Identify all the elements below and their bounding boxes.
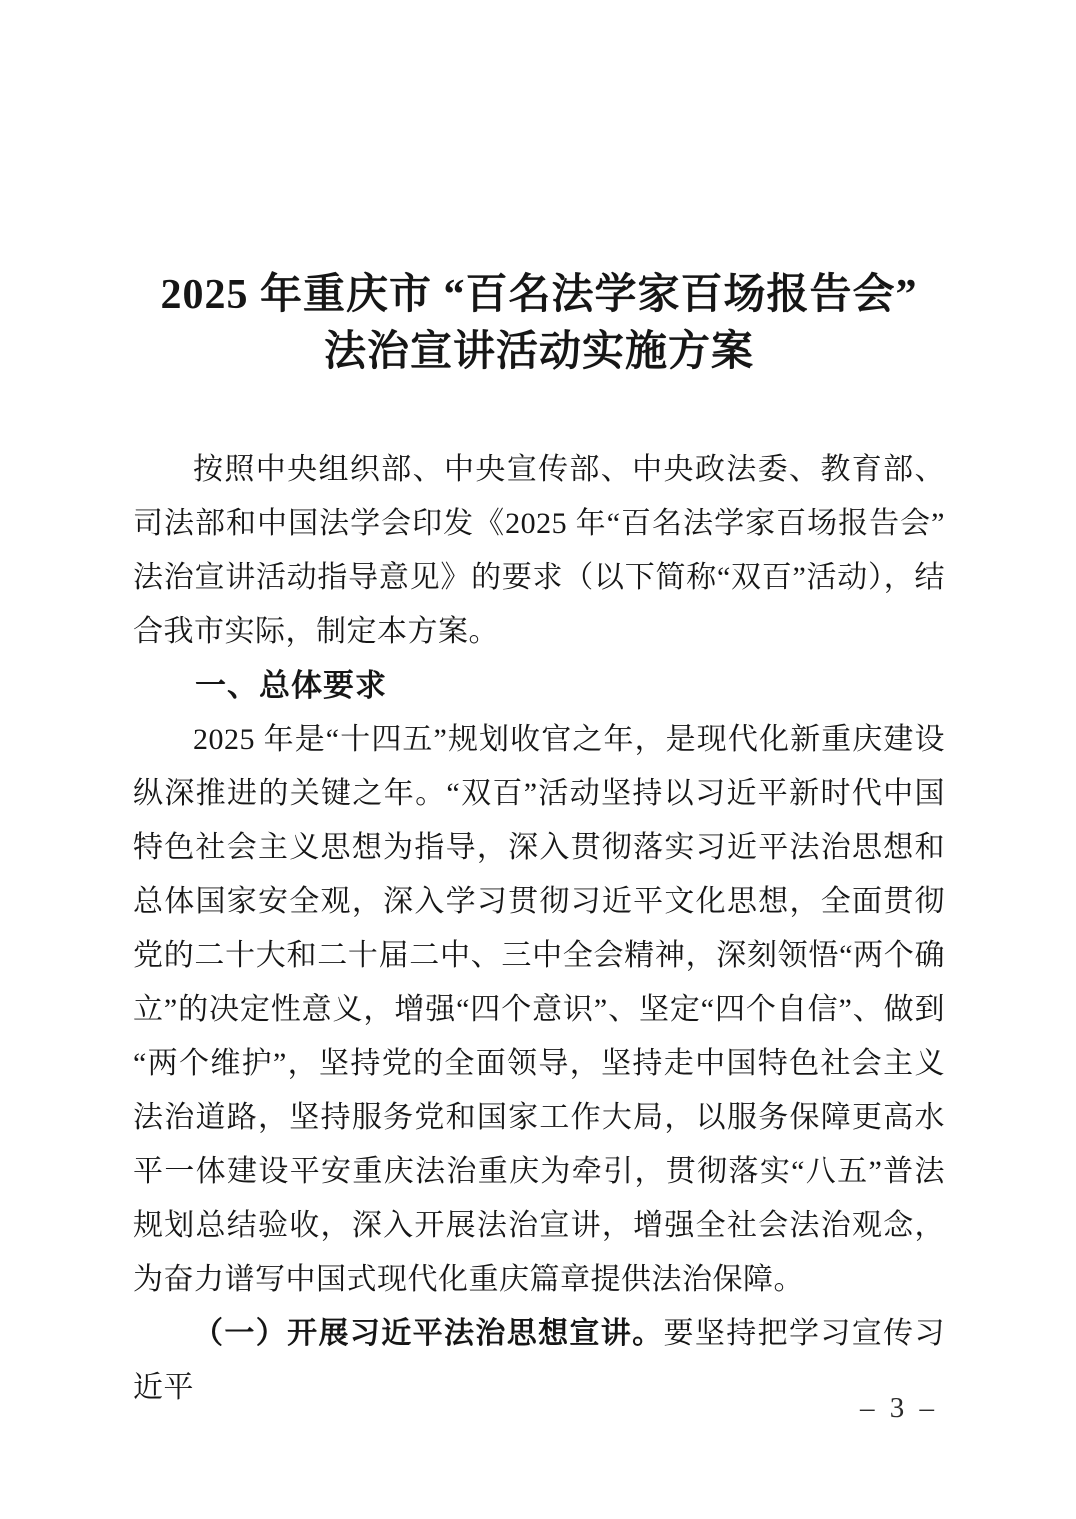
document-title — [133, 267, 945, 381]
document-title-line2: 法治宣讲活动实施方案 — [323, 329, 754, 375]
section-heading-overall-requirements: 一、总体要求 — [195, 668, 387, 703]
intro-paragraph: 按照中央组织部、中央宣传部、中央政法委、教育部、司法部和中国法学会印发《2025 年“百名法学家百场报告会”法治宣讲活动指导意见》的要求（以下简称“双百”活动），结合我市实际，制定本方案。 — [133, 453, 945, 648]
item-1-lead: （一）开展习近平法治思想宣讲。 — [193, 1317, 664, 1350]
page-number: – 3 – — [860, 1392, 938, 1424]
document-title-line1: 2025 年重庆市 “百名法学家百场报告会” — [160, 272, 918, 318]
section-body-paragraph: 2025 年是“十四五”规划收官之年，是现代化新重庆建设纵深推进的关键之年。“双百”活动坚持以习近平新时代中国特色社会主义思想为指导，深入贯彻落实习近平法治思想和总体国家安全观，深入学习贯彻习近平文化思想，全面贯彻党的二十大和二十届二中、三中全会精神，深刻领悟“两个确立”的决定性意义，增强“四个意识”、坚定“四个自信”、做到“两个维护”，坚持党的全面领导，坚持走中国特色社会主义法治道路，坚持服务党和国家工作大局，以服务保障更高水平一体建设平安重庆法治重庆为牵引，贯彻落实“八五”普法规划总结验收，深入开展法治宣讲，增强全社会法治观念，为奋力谱写中国式现代化重庆篇章提供法治保障。 — [133, 723, 945, 1296]
item-1-paragraph — [133, 1307, 945, 1415]
item-1-text: 要坚持把学习宣传习近平 — [133, 1317, 946, 1404]
